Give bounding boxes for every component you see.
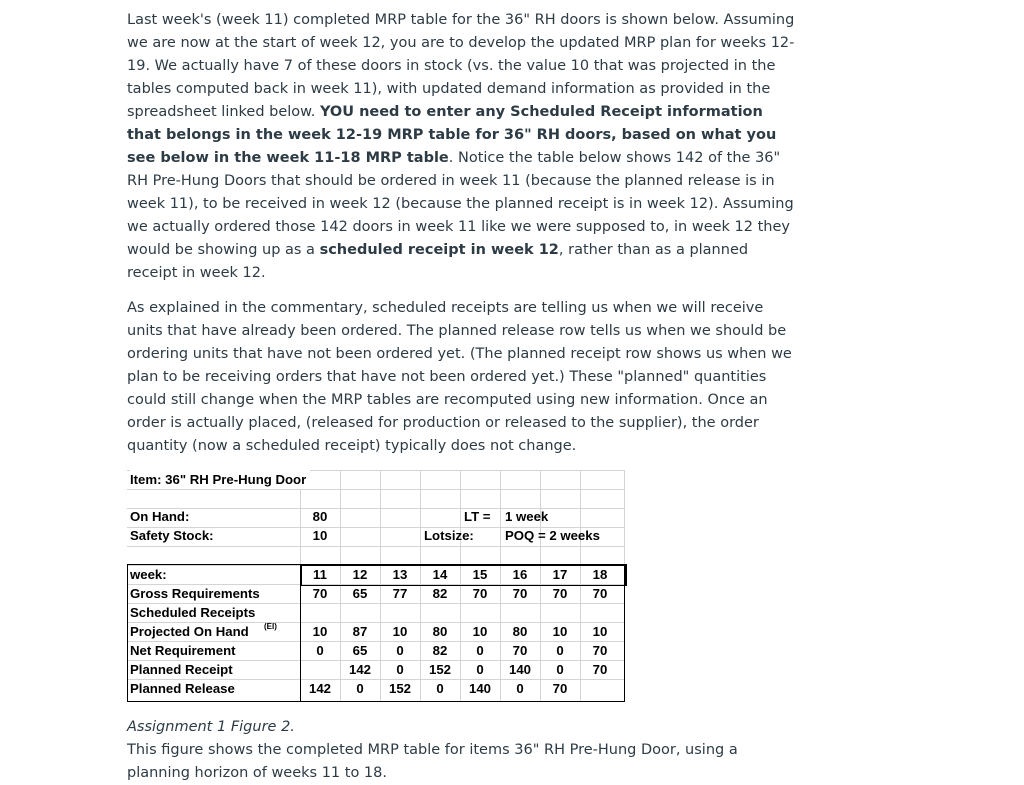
mrp-cell: 18 [592, 567, 608, 582]
intro-text-b: . Notice the table below shows 142 of the 36" RH Pre-Hung Doors that should be ordered in week 11 (because the planned release is in week 11), to be received in week 12 (because the planned receipt is in week 12). Assuming we actually ordered those 142 doors in week 11 like we were supposed to, in week 12 they would be showing up as a [127, 150, 794, 258]
mrp-cell: 87 [352, 624, 368, 639]
mrp-cell: 0 [316, 643, 324, 658]
mrp-cell: 0 [516, 681, 524, 696]
mrp-cell: 11 [313, 567, 327, 582]
mrp-cell: 80 [432, 624, 448, 639]
mrp-cell: 0 [476, 662, 484, 677]
mrp-cell: 70 [552, 681, 568, 696]
mrp-cell: 14 [432, 567, 448, 582]
mrp-cell [580, 603, 620, 622]
safety-stock-label: Safety Stock: [130, 528, 214, 543]
intro-emphasis-scheduled-receipt: scheduled receipt in week 12 [319, 242, 559, 258]
row-label: week: [130, 567, 167, 582]
mrp-cell [380, 603, 420, 622]
mrp-cell: 70 [552, 586, 568, 601]
on-hand-value: 80 [312, 509, 328, 524]
mrp-cell [300, 660, 340, 679]
mrp-cell: 10 [472, 624, 488, 639]
mrp-cell: 70 [512, 643, 528, 658]
mrp-cell: 0 [476, 643, 484, 658]
mrp-cell: 12 [352, 567, 368, 582]
mrp-cell: 70 [472, 586, 488, 601]
mrp-table-figure [127, 470, 625, 702]
mrp-cell: 15 [472, 567, 488, 582]
mrp-cell [580, 679, 620, 698]
ending-inventory-superscript: (EI) [264, 622, 277, 631]
mrp-cell [500, 603, 540, 622]
mrp-cell: 13 [392, 567, 408, 582]
mrp-cell [540, 603, 580, 622]
mrp-cell: 142 [308, 681, 331, 696]
mrp-cell: 65 [352, 586, 368, 601]
mrp-cell: 70 [592, 662, 608, 677]
on-hand-label: On Hand: [130, 509, 190, 524]
safety-stock-value: 10 [312, 528, 328, 543]
lotsize-value: POQ = 2 weeks [505, 528, 600, 543]
lead-time-value: 1 week [505, 509, 549, 524]
mrp-cell: 10 [392, 624, 408, 639]
mrp-cell: 140 [468, 681, 491, 696]
intro-paragraph-2: As explained in the commentary, scheduled receipts are telling us when we will receive units that have already been ordered. The planned release row tells us when we should be ordering units that have not been ordered yet. (The planned receipt row shows us when we plan to be receiving orders that have not been ordered yet.) These "planned" quantities could still change when the MRP tables are recomputed using new information. Once an order is actually placed, (released for production or released to the supplier), the order quantity (now a scheduled receipt) typically does not change. [127, 300, 792, 454]
mrp-cell: 70 [312, 586, 328, 601]
mrp-cell: 0 [556, 643, 564, 658]
mrp-cell: 0 [556, 662, 564, 677]
intro-paragraph-1 [127, 9, 795, 285]
mrp-cell: 10 [552, 624, 568, 639]
mrp-cell: 152 [428, 662, 451, 677]
mrp-cell: 0 [396, 662, 404, 677]
assignment-content [127, 9, 795, 785]
mrp-cell: 0 [436, 681, 444, 696]
mrp-cell: 17 [552, 567, 568, 582]
intro-text-c: , rather than as a planned receipt in week 12. [127, 242, 749, 281]
mrp-cell: 65 [352, 643, 368, 658]
mrp-cell: 142 [348, 662, 371, 677]
mrp-cell [460, 603, 500, 622]
mrp-cell: 10 [592, 624, 608, 639]
figure-caption: Assignment 1 Figure 2. [127, 719, 295, 735]
mrp-cell: 82 [432, 643, 448, 658]
mrp-cell: 10 [312, 624, 328, 639]
mrp-cell: 70 [592, 586, 608, 601]
intro-emphasis-instruction: YOU need to enter any Scheduled Receipt information that belongs in the week 12-19 MRP table for 36" RH doors, based on what you see below in the week 11-18 MRP table [127, 104, 777, 166]
row-label: Planned Receipt [130, 662, 233, 677]
row-label: Projected On Hand [130, 624, 249, 639]
mrp-cell: 70 [512, 586, 528, 601]
mrp-cell: 0 [396, 643, 404, 658]
mrp-cell [340, 603, 380, 622]
row-label: Gross Requirements [130, 586, 260, 601]
item-title: Item: 36" RH Pre-Hung Door [130, 470, 310, 489]
mrp-cell: 0 [356, 681, 364, 696]
mrp-cell: 77 [392, 586, 408, 601]
mrp-cell: 140 [508, 662, 531, 677]
figure-description: This figure shows the completed MRP table for items 36" RH Pre-Hung Door, using a planning horizon of weeks 11 to 18. [127, 742, 738, 781]
lotsize-label: Lotsize: [424, 528, 474, 543]
row-label: Net Requirement [130, 643, 236, 658]
mrp-cell: 70 [592, 643, 608, 658]
mrp-cell: 16 [512, 567, 528, 582]
mrp-cell: 80 [512, 624, 528, 639]
row-label: Planned Release [130, 681, 235, 696]
mrp-cell [420, 603, 460, 622]
mrp-cell: 82 [432, 586, 448, 601]
mrp-cell: 152 [388, 681, 411, 696]
intro-text-a: Last week's (week 11) completed MRP table for the 36" RH doors is shown below. Assuming we are now at the start of week 12, you are to develop the updated MRP plan for weeks 12-19. We actually have 7 of these doors in stock (vs. the value 10 that was projected in the tables computed back in week 11), with updated demand information as provided in the spreadsheet linked below. [127, 12, 795, 120]
mrp-cell [300, 603, 340, 622]
lead-time-label: LT = [464, 509, 491, 524]
row-label: Scheduled Receipts [130, 605, 256, 620]
